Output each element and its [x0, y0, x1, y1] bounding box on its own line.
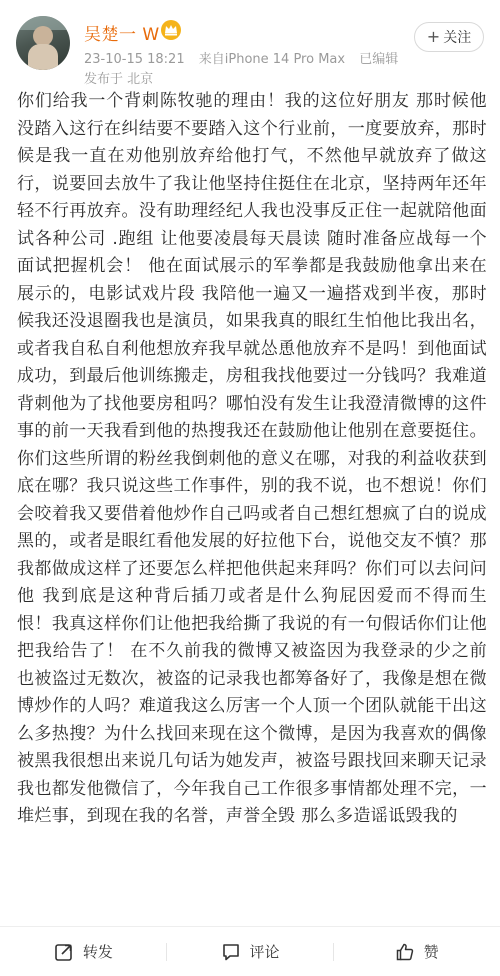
post-text: 你们给我一个背刺陈牧驰的理由！我的这位好朋友 那时候他没踏入这行在纠结要不要踏入这个行业前，一度要放弃，那时候是我一直在劝他别放弃给他打气，不然他早就放弃了做这行，说要回去放牛了我让他坚持住挺住在北京，坚持两年还年轻不行再放弃。没有助理经纪人我也没事反正住一起就陪他面试各种公司 .跑组 让他要凌晨每天晨读 随时准备应战每一个面试把握机会！ 他在面试展示的军拳都是我鼓励他拿出来在展示的，电影试戏片段 我陪他一遍又一遍搭戏到半夜，那时候我还没退圈我也是演员，如果我真的眼红生怕他比我出名，或者我自私自利他想放弃我早就怂恿他放弃不是吗！到他面试成功，到最后他训练搬走，房租我找他要过一分钱吗？我难道背刺他为了找他要房租吗？哪怕没有发生让我澄清微博的这件事的前一天我看到他的热搜我还在鼓励他让他别在意要挺住。你们这些所谓的粉丝我倒刺他的意义在哪，对我的利益收获到底在哪？我只说这些工作事件，别的我不说，也不想说！你们会咬着我又要借着他炒作自己吗或者自己想红想疯了白的说成黑的，或者是眼红看他发展的好拉他下台，说他交友不慎？那我都做成这样了还要怎么样把他供起来拜吗？你们可以去问问他 我到底是这种背后插刀或者是什么狗屁因爱而不得而生恨！我真这样你们让他把我给撕了我说的有一句假话你们让他把我给告了！ 在不久前我的微博又被盗因为我登录的少之前也被盗过无数次，被盗的记录我也都筹备好了，我像是想在微博炒作的人吗？难道我这么厉害一个人顶一个团队就能干出这么多热搜？为什么找回来现在这个微博，是因为我喜欢的偶像被黑我很想出来说几句话为她发声，被盗号跟找回来聊天记录我也都发他微信了，今年我自己工作很多事情都处理不完，一堆烂事，到现在我的名誉，声誉全毁 那么多造谣诋毁我的 [17, 91, 487, 826]
action-bar [0, 926, 500, 976]
repost-button[interactable] [0, 927, 167, 976]
follow-button[interactable] [414, 22, 484, 52]
avatar-head [33, 26, 53, 46]
post-source: 来自iPhone 14 Pro Max [198, 52, 346, 67]
repost-icon [54, 942, 74, 962]
action-divider [166, 943, 167, 961]
comment-label: 评论 [249, 943, 280, 961]
plus-icon: + [426, 27, 441, 46]
like-button[interactable] [333, 927, 500, 976]
like-label: 赞 [423, 943, 439, 961]
action-divider [333, 943, 334, 961]
post-edited-flag[interactable]: 已编辑 [359, 52, 399, 67]
author-name[interactable]: 吴楚一 W [84, 25, 160, 45]
post-header [0, 0, 500, 92]
crown-badge-icon [160, 19, 182, 41]
post-timestamp: 23-10-15 18:21 [84, 52, 185, 67]
follow-label: 关注 [443, 30, 472, 46]
post-meta [84, 48, 408, 67]
avatar-body [28, 44, 58, 70]
comment-icon [221, 942, 241, 962]
avatar[interactable] [16, 16, 70, 70]
comment-button[interactable] [167, 927, 334, 976]
like-icon [395, 942, 415, 962]
post-location: 发布于 北京 [84, 72, 154, 87]
repost-label: 转发 [82, 943, 113, 961]
